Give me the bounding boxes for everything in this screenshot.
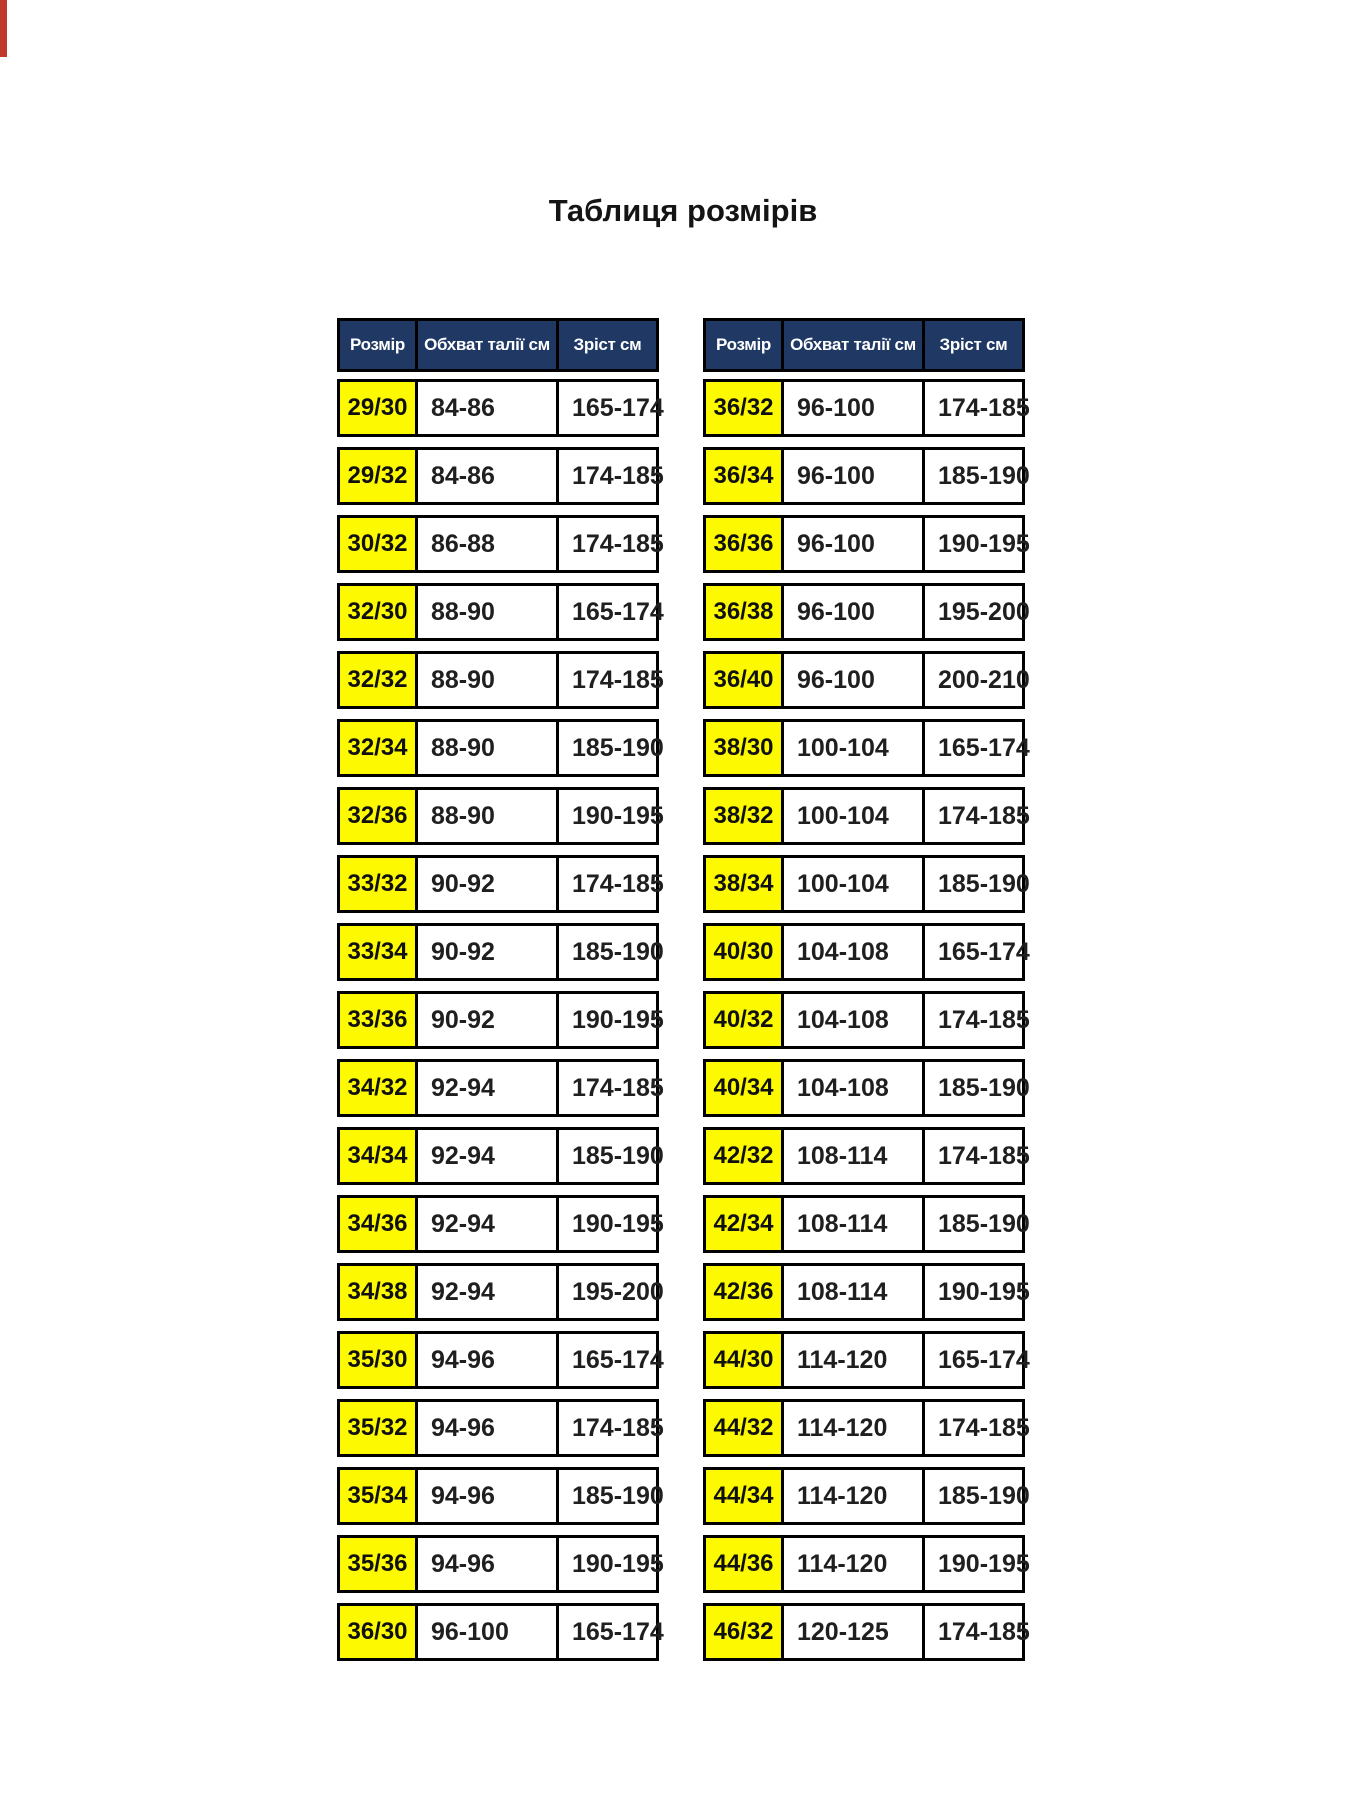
height-cell: 185-190 — [938, 1481, 1030, 1510]
size-cell: 38/34 — [706, 858, 784, 910]
size-cell: 34/34 — [340, 1130, 418, 1182]
table-row — [703, 651, 1030, 709]
table-row — [337, 719, 664, 777]
table-row — [337, 447, 664, 505]
waist-cell: 84-86 — [418, 450, 559, 502]
size-cell: 32/36 — [340, 790, 418, 842]
size-cell: 40/32 — [706, 994, 784, 1046]
table-row — [703, 991, 1030, 1049]
height-cell: 174-185 — [572, 461, 664, 490]
size-cell: 34/38 — [340, 1266, 418, 1318]
table-body — [337, 379, 664, 1661]
header-height: Зріст см — [573, 335, 642, 354]
height-cell: 165-174 — [938, 1345, 1030, 1374]
header-size: Розмір — [340, 321, 418, 369]
height-cell: 165-174 — [572, 1617, 664, 1646]
waist-cell: 94-96 — [418, 1538, 559, 1590]
table-row — [337, 1059, 664, 1117]
header-waist: Обхват талії см — [784, 321, 925, 369]
height-cell: 174-185 — [938, 393, 1030, 422]
table-row — [703, 1127, 1030, 1185]
height-cell: 174-185 — [938, 801, 1030, 830]
table-row — [337, 583, 664, 641]
table-row — [337, 1467, 664, 1525]
size-cell: 42/36 — [706, 1266, 784, 1318]
table-row — [337, 515, 664, 573]
height-cell: 190-195 — [938, 1549, 1030, 1578]
table-row — [337, 1195, 664, 1253]
size-cell: 44/34 — [706, 1470, 784, 1522]
size-cell: 34/36 — [340, 1198, 418, 1250]
waist-cell: 94-96 — [418, 1402, 559, 1454]
table-row — [703, 379, 1030, 437]
waist-cell: 100-104 — [784, 722, 925, 774]
waist-cell: 88-90 — [418, 790, 559, 842]
height-cell: 174-185 — [572, 665, 664, 694]
height-cell: 174-185 — [572, 869, 664, 898]
waist-cell: 96-100 — [784, 518, 925, 570]
height-cell: 195-200 — [938, 597, 1030, 626]
height-cell: 185-190 — [938, 869, 1030, 898]
size-cell: 44/30 — [706, 1334, 784, 1386]
waist-cell: 108-114 — [784, 1198, 925, 1250]
height-cell: 190-195 — [938, 529, 1030, 558]
size-cell: 35/30 — [340, 1334, 418, 1386]
header-waist: Обхват талії см — [418, 321, 559, 369]
waist-cell: 94-96 — [418, 1470, 559, 1522]
table-row — [337, 1263, 664, 1321]
height-cell: 185-190 — [572, 733, 664, 762]
table-row — [703, 855, 1030, 913]
height-cell: 174-185 — [938, 1617, 1030, 1646]
edge-artifact — [0, 0, 7, 57]
waist-cell: 90-92 — [418, 858, 559, 910]
page-title: Таблиця розмірів — [548, 192, 818, 228]
waist-cell: 108-114 — [784, 1266, 925, 1318]
size-cell: 33/32 — [340, 858, 418, 910]
waist-cell: 100-104 — [784, 858, 925, 910]
height-cell: 185-190 — [938, 1209, 1030, 1238]
table-row — [337, 1399, 664, 1457]
waist-cell: 92-94 — [418, 1266, 559, 1318]
waist-cell: 86-88 — [418, 518, 559, 570]
table-row — [337, 923, 664, 981]
size-cell: 33/36 — [340, 994, 418, 1046]
size-cell: 36/30 — [340, 1606, 418, 1658]
height-cell: 190-195 — [572, 1209, 664, 1238]
table-header — [337, 318, 659, 372]
waist-cell: 90-92 — [418, 994, 559, 1046]
size-cell: 38/32 — [706, 790, 784, 842]
waist-cell: 114-120 — [784, 1538, 925, 1590]
height-cell: 165-174 — [572, 597, 664, 626]
waist-cell: 84-86 — [418, 382, 559, 434]
size-table-left — [337, 318, 664, 1671]
waist-cell: 88-90 — [418, 722, 559, 774]
size-cell: 36/34 — [706, 450, 784, 502]
size-cell: 33/34 — [340, 926, 418, 978]
table-row — [703, 1195, 1030, 1253]
table-row — [703, 1263, 1030, 1321]
waist-cell: 88-90 — [418, 654, 559, 706]
size-cell: 36/40 — [706, 654, 784, 706]
table-row — [337, 855, 664, 913]
table-header — [703, 318, 1025, 372]
height-cell: 190-195 — [938, 1277, 1030, 1306]
waist-cell: 96-100 — [418, 1606, 559, 1658]
height-cell: 185-190 — [572, 937, 664, 966]
table-row — [703, 787, 1030, 845]
table-row — [703, 1603, 1030, 1661]
height-cell: 165-174 — [572, 393, 664, 422]
height-cell: 174-185 — [572, 1413, 664, 1442]
size-tables — [337, 318, 1030, 1671]
height-cell: 185-190 — [572, 1141, 664, 1170]
table-row — [337, 787, 664, 845]
table-row — [337, 1535, 664, 1593]
height-cell: 195-200 — [572, 1277, 664, 1306]
size-cell: 42/32 — [706, 1130, 784, 1182]
height-cell: 190-195 — [572, 1549, 664, 1578]
height-cell: 190-195 — [572, 801, 664, 830]
size-cell: 40/34 — [706, 1062, 784, 1114]
height-cell: 190-195 — [572, 1005, 664, 1034]
waist-cell: 108-114 — [784, 1130, 925, 1182]
size-cell: 32/32 — [340, 654, 418, 706]
table-row — [703, 1399, 1030, 1457]
table-row — [703, 515, 1030, 573]
size-cell: 44/36 — [706, 1538, 784, 1590]
table-gap — [659, 318, 703, 1671]
waist-cell: 104-108 — [784, 1062, 925, 1114]
waist-cell: 96-100 — [784, 382, 925, 434]
table-row — [703, 583, 1030, 641]
size-cell: 36/38 — [706, 586, 784, 638]
size-cell: 35/34 — [340, 1470, 418, 1522]
size-cell: 29/30 — [340, 382, 418, 434]
size-cell: 38/30 — [706, 722, 784, 774]
size-cell: 30/32 — [340, 518, 418, 570]
height-cell: 174-185 — [938, 1005, 1030, 1034]
waist-cell: 90-92 — [418, 926, 559, 978]
height-cell: 200-210 — [938, 665, 1030, 694]
height-cell: 185-190 — [938, 1073, 1030, 1102]
waist-cell: 114-120 — [784, 1402, 925, 1454]
size-cell: 32/34 — [340, 722, 418, 774]
height-cell: 185-190 — [938, 461, 1030, 490]
height-cell: 165-174 — [938, 733, 1030, 762]
table-row — [703, 923, 1030, 981]
size-cell: 40/30 — [706, 926, 784, 978]
size-cell: 35/32 — [340, 1402, 418, 1454]
height-cell: 174-185 — [938, 1413, 1030, 1442]
table-row — [337, 379, 664, 437]
table-row — [703, 1467, 1030, 1525]
table-body — [703, 379, 1030, 1661]
height-cell: 165-174 — [572, 1345, 664, 1374]
waist-cell: 120-125 — [784, 1606, 925, 1658]
height-cell: 174-185 — [938, 1141, 1030, 1170]
table-row — [703, 1535, 1030, 1593]
table-row — [703, 719, 1030, 777]
waist-cell: 104-108 — [784, 926, 925, 978]
height-cell: 185-190 — [572, 1481, 664, 1510]
height-cell: 174-185 — [572, 1073, 664, 1102]
waist-cell: 88-90 — [418, 586, 559, 638]
size-cell: 42/34 — [706, 1198, 784, 1250]
size-cell: 44/32 — [706, 1402, 784, 1454]
height-cell: 174-185 — [572, 529, 664, 558]
table-row — [337, 651, 664, 709]
table-row — [703, 1059, 1030, 1117]
size-cell: 35/36 — [340, 1538, 418, 1590]
table-row — [703, 447, 1030, 505]
height-cell: 165-174 — [938, 937, 1030, 966]
size-cell: 29/32 — [340, 450, 418, 502]
size-cell: 46/32 — [706, 1606, 784, 1658]
waist-cell: 94-96 — [418, 1334, 559, 1386]
size-table-right — [703, 318, 1030, 1671]
header-height: Зріст см — [939, 335, 1008, 354]
waist-cell: 114-120 — [784, 1334, 925, 1386]
table-row — [337, 1603, 664, 1661]
table-row — [337, 1331, 664, 1389]
waist-cell: 96-100 — [784, 654, 925, 706]
size-cell: 36/36 — [706, 518, 784, 570]
size-cell: 32/30 — [340, 586, 418, 638]
waist-cell: 92-94 — [418, 1130, 559, 1182]
waist-cell: 92-94 — [418, 1198, 559, 1250]
waist-cell: 96-100 — [784, 586, 925, 638]
table-row — [337, 1127, 664, 1185]
table-row — [337, 991, 664, 1049]
waist-cell: 96-100 — [784, 450, 925, 502]
waist-cell: 114-120 — [784, 1470, 925, 1522]
size-cell: 36/32 — [706, 382, 784, 434]
waist-cell: 100-104 — [784, 790, 925, 842]
table-row — [703, 1331, 1030, 1389]
size-cell: 34/32 — [340, 1062, 418, 1114]
waist-cell: 92-94 — [418, 1062, 559, 1114]
waist-cell: 104-108 — [784, 994, 925, 1046]
header-size: Розмір — [706, 321, 784, 369]
